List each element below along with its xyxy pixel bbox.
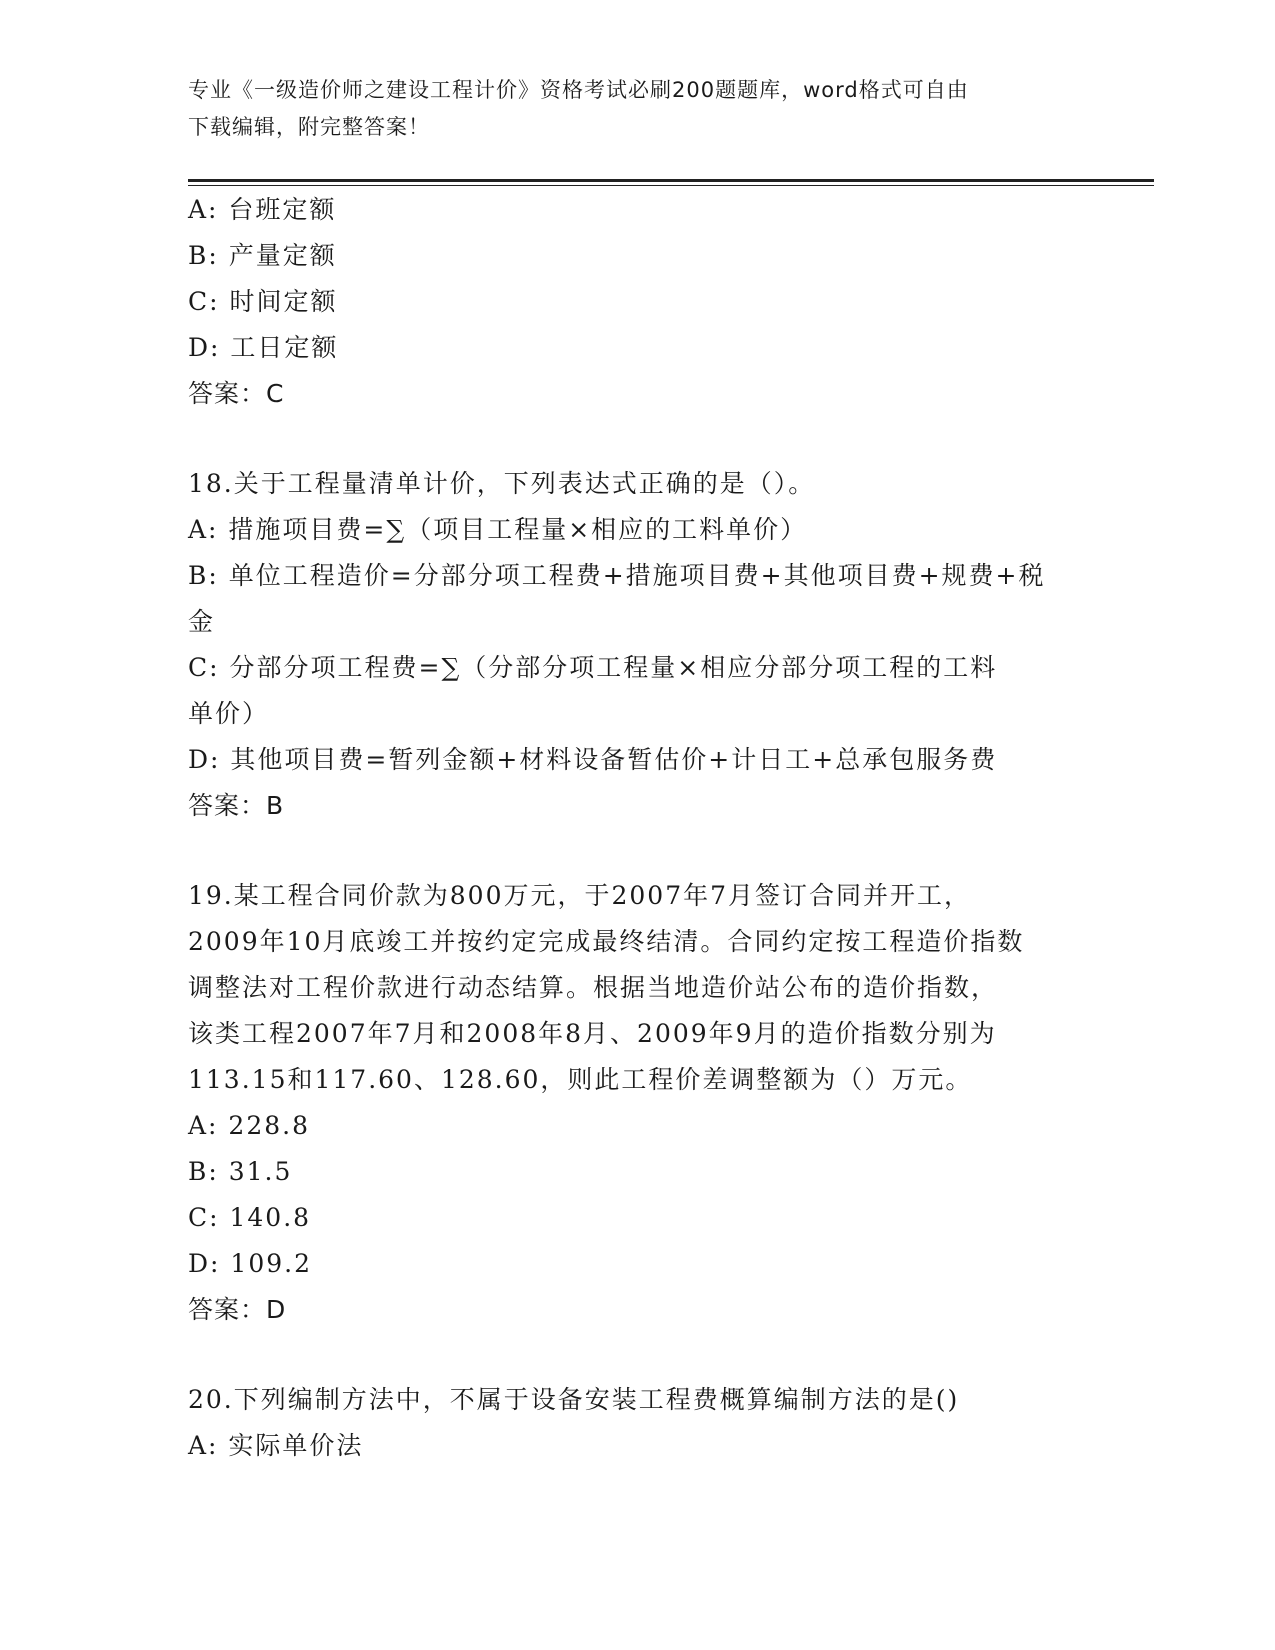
- q19-question-line-1: 19.某工程合同价款为800万元，于2007年7月签订合同并开工，: [188, 881, 972, 910]
- q18-option-b-line-1: B: 单位工程造价=分部分项工程费+措施项目费+其他项目费+规费+税: [188, 561, 1046, 590]
- question-19: [188, 873, 1088, 1333]
- question-17: [188, 187, 1088, 417]
- q20-option-a: A: 实际单价法: [188, 1431, 364, 1460]
- spacer: [188, 829, 1088, 873]
- q19-answer: 答案：D: [188, 1295, 287, 1324]
- q19-option-b: B: 31.5: [188, 1157, 293, 1186]
- header-divider-thick: [188, 179, 1154, 182]
- q19-option-d: D: 109.2: [188, 1249, 312, 1278]
- q18-option-b-line-2: 金: [188, 607, 216, 636]
- q17-option-b: B: 产量定额: [188, 241, 337, 270]
- q18-option-d: D: 其他项目费=暂列金额+材料设备暂估价+计日工+总承包服务费: [188, 745, 998, 774]
- q19-question-line-3: 调整法对工程价款进行动态结算。根据当地造价站公布的造价指数，: [188, 973, 999, 1002]
- q18-answer: 答案：B: [188, 791, 285, 820]
- q19-question-line-5: 113.15和117.60、128.60，则此工程价差调整额为（）万元。: [188, 1065, 973, 1094]
- q18-option-c-line-1: C: 分部分项工程费=∑（分部分项工程量×相应分部分项工程的工料: [188, 653, 998, 682]
- question-20: [188, 1377, 1088, 1469]
- header-line-1: 专业《一级造价师之建设工程计价》资格考试必刷200题题库，word格式可自由: [188, 78, 969, 102]
- spacer: [188, 417, 1088, 461]
- document-header: [188, 72, 1088, 146]
- question-list: [188, 187, 1088, 1469]
- q17-answer: 答案：C: [188, 379, 285, 408]
- q17-option-d: D: 工日定额: [188, 333, 339, 362]
- q19-question-line-4: 该类工程2007年7月和2008年8月、2009年9月的造价指数分别为: [188, 1019, 997, 1048]
- header-line-2: 下载编辑，附完整答案！: [188, 115, 430, 139]
- q20-question: 20.下列编制方法中，不属于设备安装工程费概算编制方法的是(): [188, 1385, 960, 1414]
- q18-option-a: A: 措施项目费=∑（项目工程量×相应的工料单价）: [188, 515, 808, 544]
- q19-option-c: C: 140.8: [188, 1203, 312, 1232]
- header-divider-thin: [188, 185, 1154, 186]
- q19-option-a: A: 228.8: [188, 1111, 310, 1140]
- question-18: [188, 461, 1088, 829]
- q18-question: 18.关于工程量清单计价，下列表达式正确的是（）。: [188, 469, 816, 498]
- q18-option-c-line-2: 单价）: [188, 699, 270, 728]
- spacer: [188, 1333, 1088, 1377]
- q17-option-a: A: 台班定额: [188, 195, 337, 224]
- q17-option-c: C: 时间定额: [188, 287, 338, 316]
- q19-question-line-2: 2009年10月底竣工并按约定完成最终结清。合同约定按工程造价指数: [188, 927, 1025, 956]
